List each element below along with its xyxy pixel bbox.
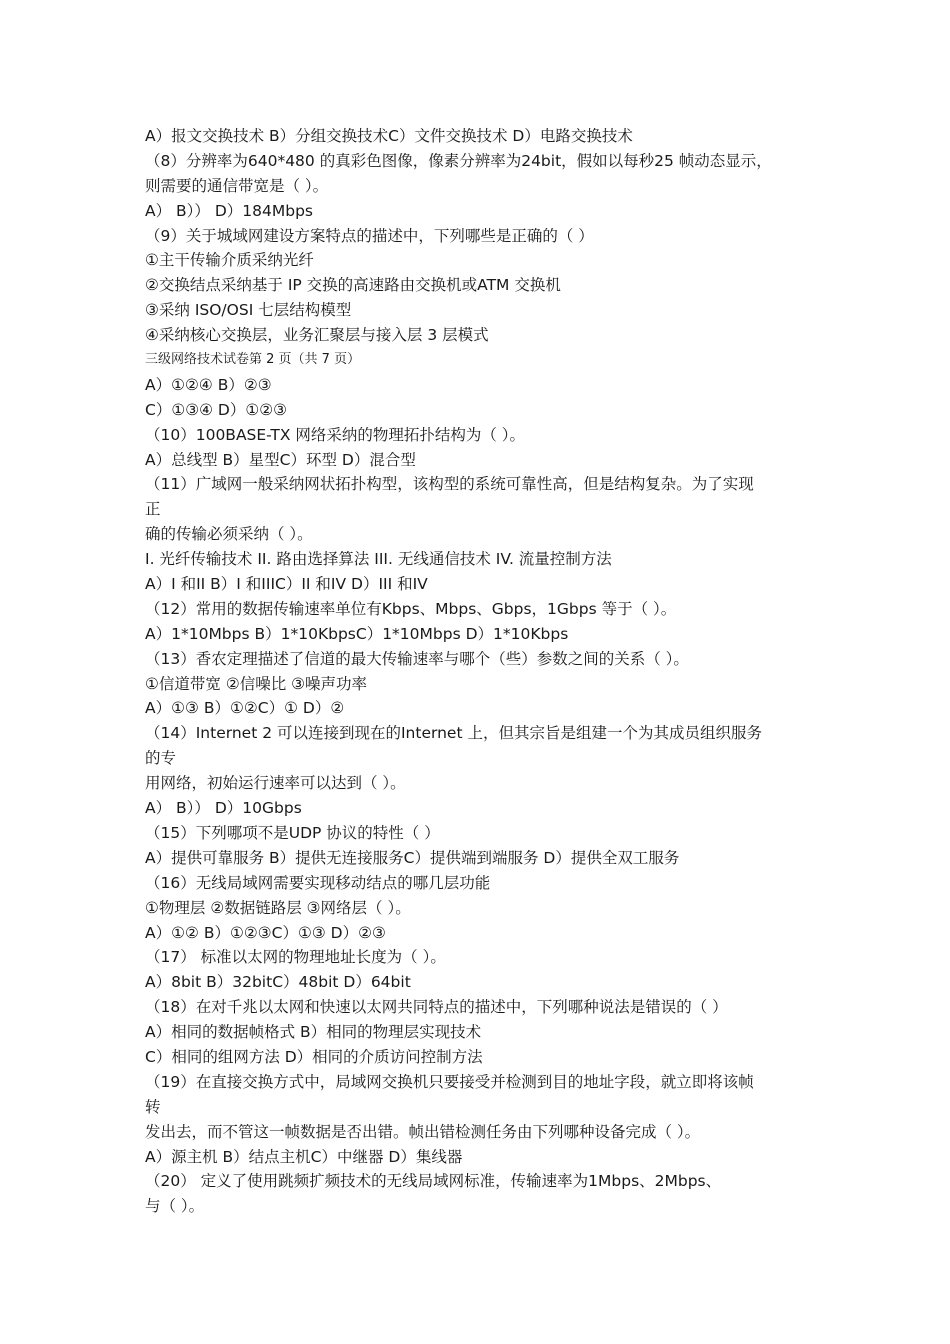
answer-options: A）源主机 B）结点主机C）中继器 D）集线器 xyxy=(145,1147,463,1166)
question-9: （9）关于城域网建设方案特点的描述中，下列哪些是正确的（ ） xyxy=(145,226,594,245)
answer-options: A）提供可靠服务 B）提供无连接服务C）提供端到端服务 D）提供全双工服务 xyxy=(145,848,680,867)
text-line: I. 光纤传输技术 II. 路由选择算法 III. 无线通信技术 IV. 流量控制方法 xyxy=(145,550,612,569)
text-line: 确的传输必须采纳（ ）。 xyxy=(145,525,313,544)
text-line: ④采纳核心交换层，业务汇聚层与接入层 3 层模式 xyxy=(145,326,489,345)
answer-options: C）相同的组网方法 D）相同的介质访问控制方法 xyxy=(145,1047,483,1066)
text-line: ①物理层 ②数据链路层 ③网络层（ ）。 xyxy=(145,898,411,917)
question-18: （18）在对千兆以太网和快速以太网共同特点的描述中，下列哪种说法是错误的（ ） xyxy=(145,998,728,1017)
page-footer: 三级网络技术试卷第 2 页（共 7 页） xyxy=(145,352,361,368)
answer-options: A）①② B）①②③C）①③ D）②③ xyxy=(145,923,386,942)
text-line: 发出去，而不管这一帧数据是否出错。帧出错检测任务由下列哪种设备完成（ ）。 xyxy=(145,1122,701,1141)
text-line: 则需要的通信带宽是（ ）。 xyxy=(145,176,329,195)
question-13: （13）香农定理描述了信道的最大传输速率与哪个（些）参数之间的关系（ ）。 xyxy=(145,649,689,668)
answer-options: C）①③④ D）①②③ xyxy=(145,400,288,419)
answer-options: A）8bit B）32bitC）48bit D）64bit xyxy=(145,973,411,992)
answer-options: A） B）） D）184Mbps xyxy=(145,201,313,220)
answer-options: A）相同的数据帧格式 B）相同的物理层实现技术 xyxy=(145,1023,482,1042)
question-8: （8）分辨率为640*480 的真彩色图像，像素分辨率为24bit，假如以每秒25 帧动态显示， xyxy=(145,151,772,170)
text-line: 转 xyxy=(145,1097,161,1116)
text-line: 的专 xyxy=(145,749,177,768)
text-line: ③采纳 ISO/OSI 七层结构模型 xyxy=(145,301,352,320)
question-11: （11）广域网一般采纳网状拓扑构型，该构型的系统可靠性高，但是结构复杂。为了实现 xyxy=(145,475,754,494)
question-17: （17） 标准以太网的物理地址长度为（ ）。 xyxy=(145,948,446,967)
text-line: ①信道带宽 ②信噪比 ③噪声功率 xyxy=(145,674,368,693)
text-line: 正 xyxy=(145,500,161,519)
answer-options: A） B）） D）10Gbps xyxy=(145,799,302,818)
question-20: （20） 定义了使用跳频扩频技术的无线局域网标准，传输速率为1Mbps、2Mbps、 xyxy=(145,1172,722,1191)
document-page xyxy=(145,124,810,1219)
answer-options: A）I 和II B）I 和IIIC）II 和IV D）III 和IV xyxy=(145,575,428,594)
question-19: （19）在直接交换方式中，局域网交换机只要接受并检测到目的地址字段，就立即将该帧 xyxy=(145,1072,754,1091)
question-15: （15）下列哪项不是UDP 协议的特性（ ） xyxy=(145,823,440,842)
answer-options: A）1*10Mbps B）1*10KbpsC）1*10Mbps D）1*10Kbps xyxy=(145,624,569,643)
text-line: 用网络，初始运行速率可以达到（ ）。 xyxy=(145,774,406,793)
text-line: ②交换结点采纳基于 IP 交换的高速路由交换机或ATM 交换机 xyxy=(145,276,561,295)
text-line: ①主干传输介质采纳光纤 xyxy=(145,251,314,270)
answer-options: A）①③ B）①②C）① D）② xyxy=(145,699,345,718)
question-16: （16）无线局域网需要实现移动结点的哪几层功能 xyxy=(145,873,491,892)
answer-options: A）总线型 B）星型C）环型 D）混合型 xyxy=(145,450,416,469)
text-line: 与（ ）。 xyxy=(145,1197,205,1216)
question-10: （10）100BASE-TX 网络采纳的物理拓扑结构为（ ）。 xyxy=(145,425,526,444)
question-12: （12）常用的数据传输速率单位有Kbps、Mbps、Gbps，1Gbps 等于（ ）。 xyxy=(145,599,677,618)
question-14: （14）Internet 2 可以连接到现在的Internet 上，但其宗旨是组建一个为其成员组织服务 xyxy=(145,724,762,743)
text-line: A）报文交换技术 B）分组交换技术C）文件交换技术 D）电路交换技术 xyxy=(145,127,633,145)
answer-options: A）①②④ B）②③ xyxy=(145,375,272,394)
